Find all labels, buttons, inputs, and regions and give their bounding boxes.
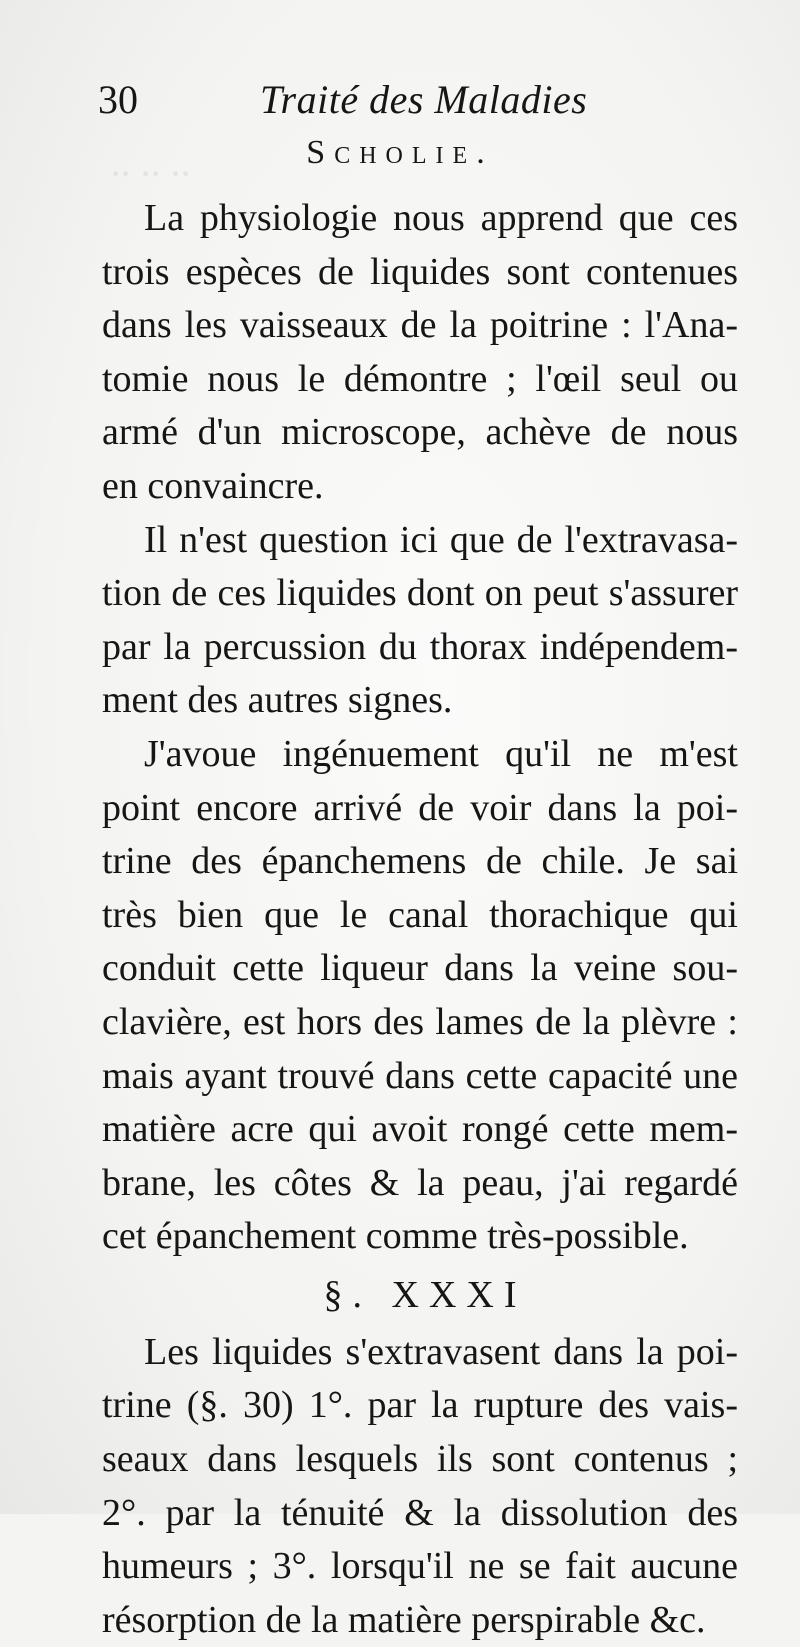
- text-line: La physiologie nous apprend que ces: [144, 197, 738, 239]
- text-line: Les liquides s'extravasent dans la poi-: [144, 1330, 738, 1373]
- paragraphs: [102, 192, 738, 1264]
- page-header: [98, 76, 738, 126]
- text-line: par la percussion du thorax indépendem-: [102, 625, 738, 668]
- text-line: Il n'est question ici que de l'extravasa-: [144, 518, 738, 561]
- text-line: trine des épanchemens de chile. Je sai: [102, 840, 738, 883]
- text-line: conduit cette liqueur dans la veine sou-: [102, 947, 738, 990]
- text-line: seaux dans lesquels ils sont contenus ;: [102, 1438, 738, 1481]
- page-number: 30: [98, 77, 138, 122]
- text-line: trois espèces de liquides sont contenues: [102, 250, 738, 293]
- paragraph-after-section: [102, 1326, 738, 1647]
- text-line: très bien que le canal thorachique qui: [102, 893, 738, 936]
- text-line: trine (§. 30) 1°. par la rupture des vais-: [102, 1384, 738, 1427]
- text-line: cet épanchement comme très-possible.: [102, 1215, 689, 1258]
- text-line: matière acre qui avoit rongé cette mem-: [102, 1108, 738, 1151]
- text-line: tion de ces liquides dont on peut s'assurer: [102, 572, 738, 615]
- text-line: clavière, est hors des lames de la plèvre :: [102, 1000, 738, 1043]
- paragraph: [102, 1326, 738, 1647]
- text-line: ment des autres signes.: [102, 679, 453, 722]
- text-line: tomie nous le démontre ; l'œil seul ou: [102, 357, 738, 400]
- text-line: résorption de la matière perspirable &c.: [102, 1598, 706, 1641]
- scholie-heading: Scholie.: [306, 134, 494, 171]
- text-line: point encore arrivé de voir dans la poi-: [102, 786, 738, 829]
- paragraph: [102, 514, 738, 728]
- text-line: J'avoue ingénuement qu'il ne m'est: [144, 732, 738, 775]
- running-title: Traité des Maladies: [260, 77, 588, 122]
- show-through-text: ·· ·· ··: [110, 151, 190, 196]
- text-line: 2°. par la ténuité & la dissolution des: [102, 1491, 738, 1534]
- paragraph: [102, 728, 738, 1264]
- text-line: dans les vaisseaux de la poitrine : l'Ana-: [102, 304, 738, 347]
- text-line: mais ayant trouvé dans cette capacité une: [102, 1054, 738, 1097]
- text-line: brane, les côtes & la peau, j'ai regardé: [102, 1161, 738, 1204]
- text-line: en convaincre.: [102, 464, 324, 507]
- section-heading: §. XXXI: [323, 1273, 527, 1316]
- text-body: [102, 192, 738, 1647]
- text-line: armé d'un microscope, achève de nous: [102, 411, 738, 454]
- paragraph: [102, 192, 738, 514]
- text-line: humeurs ; 3°. lorsqu'il ne se fait aucune: [102, 1545, 738, 1588]
